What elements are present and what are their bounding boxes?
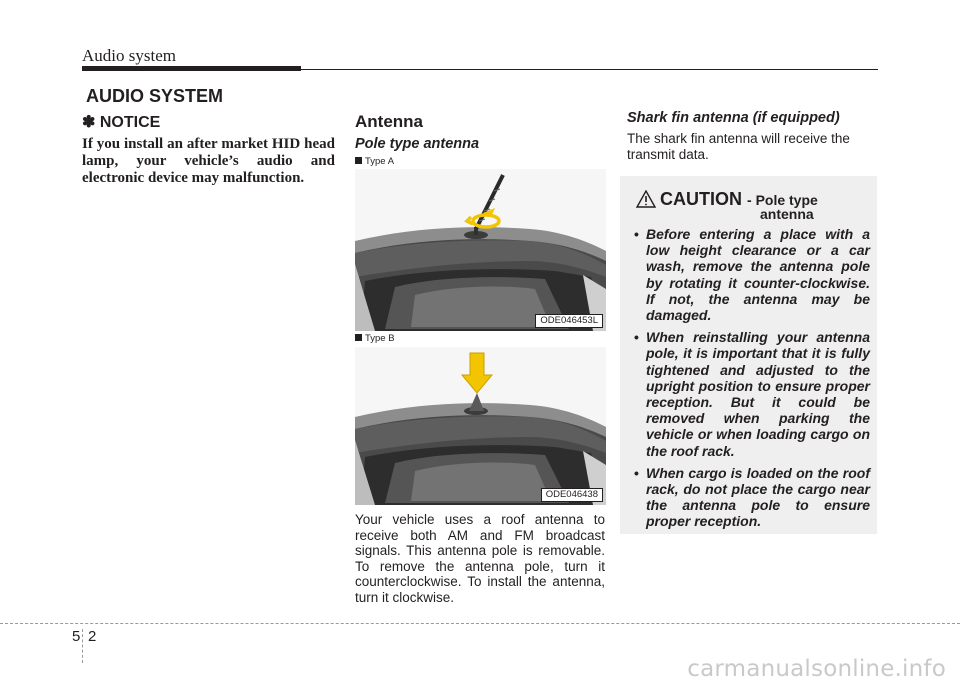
watermark-text: carmanualsonline.info (687, 656, 946, 682)
caution-subtitle-line2: antenna (760, 206, 814, 222)
warning-triangle-icon (636, 190, 656, 213)
footer-divider (0, 623, 960, 624)
figure-b-label: Type B (365, 333, 395, 344)
caution-list (634, 226, 870, 536)
square-bullet-icon (355, 334, 362, 341)
section-title: AUDIO SYSTEM (86, 86, 224, 106)
page-number-divider (82, 629, 83, 663)
shark-fin-heading: Shark fin antenna (if equipped) (627, 110, 840, 126)
running-header-title: Audio system (82, 46, 176, 65)
notice-body: If you install an after market HID head lamp, your vehicle’s audio and electronic device may malfunction. (82, 136, 335, 186)
antenna-heading: Antenna (355, 112, 423, 131)
figure-a-caption (355, 156, 394, 167)
antenna-body-text: Your vehicle uses a roof antenna to receive both AM and FM broadcast signals. This antenna pole is removable. To remove the antenna pole, turn it counterclockwise. To install the antenna, turn it clockwise. (355, 512, 605, 605)
caution-subtitle-line1: - Pole type (747, 192, 818, 208)
figure-a-code: ODE046453L (535, 314, 603, 328)
car-roof-pole-antenna-illustration (355, 169, 606, 331)
section-number: 5 (72, 628, 81, 645)
caution-item: • When reinstalling your antenna pole, it is important that it is fully tightened and adjusted to the upright position to ensure proper reception. But it could be removed when parking the vehicle or when loading cargo on the roof rack. (634, 329, 870, 459)
figure-b-caption (355, 333, 395, 344)
header-rule-thick (82, 66, 301, 71)
car-roof-short-antenna-illustration (355, 347, 606, 505)
caution-label: CAUTION (660, 189, 742, 209)
header-rule-thin (301, 69, 878, 71)
pole-antenna-subheading: Pole type antenna (355, 136, 480, 152)
square-bullet-icon (355, 157, 362, 164)
shark-fin-body-text: The shark fin antenna will receive the transmit data. (627, 131, 850, 162)
notice-symbol-icon: ✽ (82, 114, 96, 131)
figure-b-image (355, 347, 606, 505)
figure-a-label: Type A (365, 156, 395, 167)
notice-label: NOTICE (99, 114, 161, 131)
figure-a-image (355, 169, 606, 331)
caution-item: • When cargo is loaded on the roof rack, do not place the cargo near the antenna pole to ensure proper reception. (634, 465, 870, 530)
notice-heading (82, 112, 160, 132)
caution-item: • Before entering a place with a low height clearance or a car wash, remove the antenna pole by rotating it counter-clockwise. If not, the antenna may be damaged. (634, 226, 870, 323)
page-number: 2 (88, 628, 97, 645)
figure-b-code: ODE046438 (541, 488, 603, 502)
